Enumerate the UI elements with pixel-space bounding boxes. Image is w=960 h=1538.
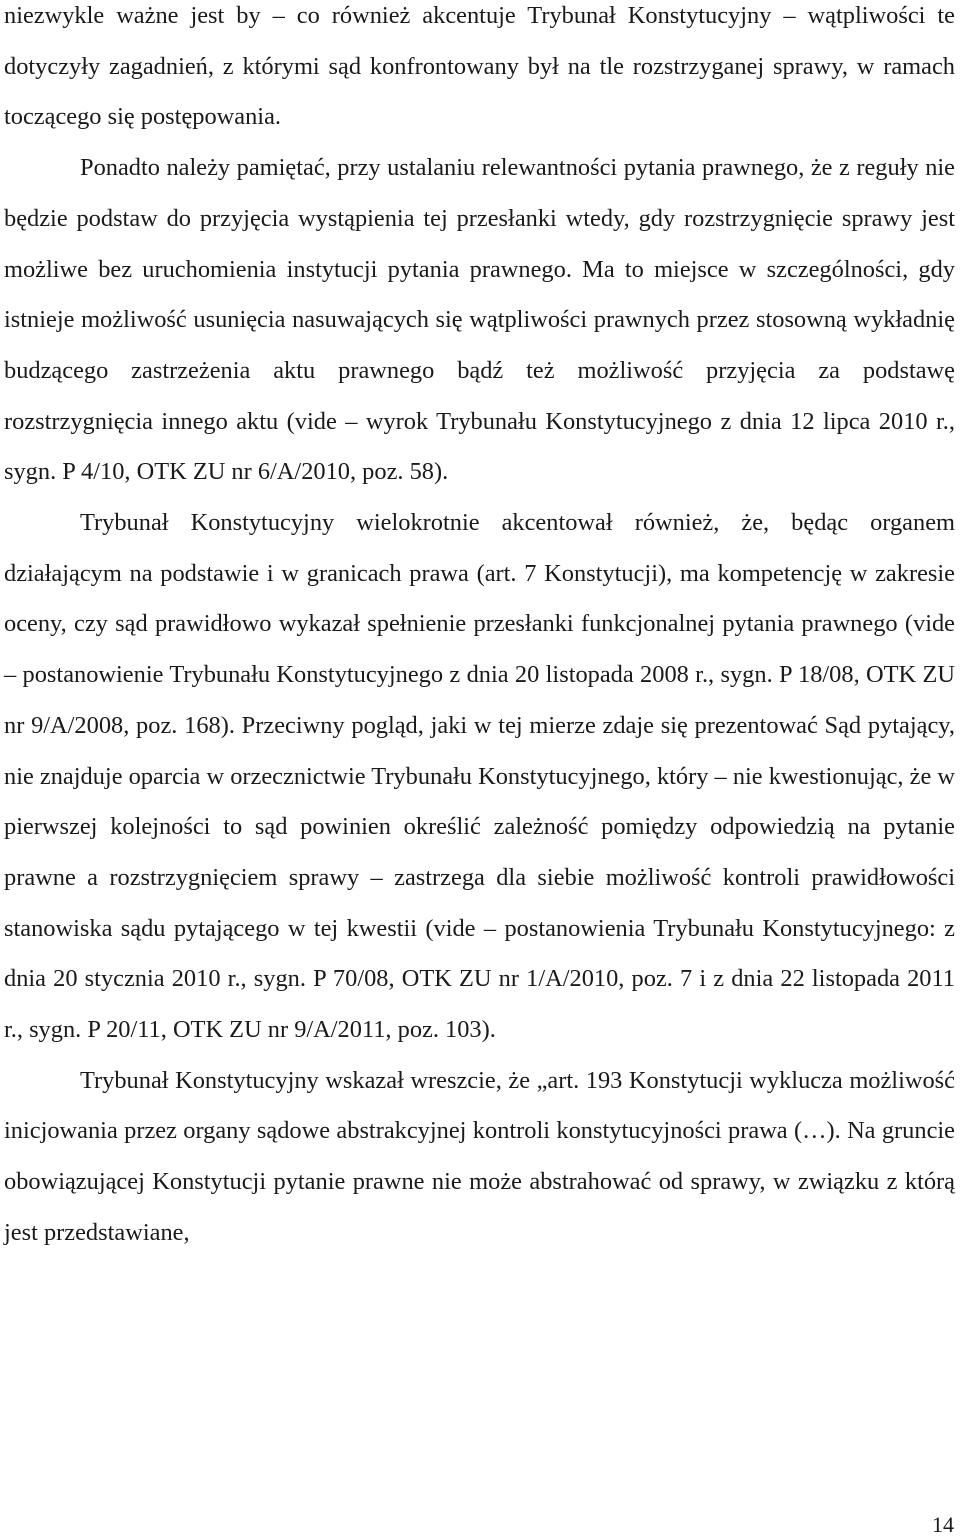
paragraph-4: Trybunał Konstytucyjny wskazał wreszcie, że „art. 193 Konstytucji wyklucza możliwość inicjowania przez organy sądowe abstrakcyjnej kontroli konstytucyjności prawa (…). Na gruncie obowiązującej Konstytucji pytanie prawne nie może abstrahować od sprawy, w związku z którą jest przedstawiane,: [4, 1066, 955, 1246]
paragraph-2: Ponadto należy pamiętać, przy ustalaniu relewantności pytania prawnego, że z reguły nie będzie podstaw do przyjęcia wystąpienia tej przesłanki wtedy, gdy rozstrzygnięcie sprawy jest możliwe bez uruchomienia instytucji pytania prawnego. Ma to miejsce w szczególności, gdy istnieje możliwość usunięcia nasuwających się wątpliwości prawnych przez stosowną wykładnię budzącego zastrzeżenia aktu prawnego bądź też możliwość przyjęcia za podstawę rozstrzygnięcia innego aktu (vide – wyrok Trybunału Konstytucyjnego z dnia 12 lipca 2010 r., sygn. P 4/10, OTK ZU nr 6/A/2010, poz. 58).: [4, 154, 955, 486]
document-page: [4, 0, 955, 1259]
page-number: 14: [932, 1512, 954, 1537]
paragraph-1: niezwykle ważne jest by – co również akcentuje Trybunał Konstytucyjny – wątpliwości te dotyczyły zagadnień, z którymi sąd konfrontowany był na tle rozstrzyganej sprawy, w ramach toczącego się postępowania.: [4, 2, 955, 131]
paragraph-3: Trybunał Konstytucyjny wielokrotnie akcentował również, że, będąc organem działającym na podstawie i w granicach prawa (art. 7 Konstytucji), ma kompetencję w zakresie oceny, czy sąd prawidłowo wykazał spełnienie przesłanki funkcjonalnej pytania prawnego (vide – postanowienie Trybunału Konstytucyjnego z dnia 20 listopada 2008 r., sygn. P 18/08, OTK ZU nr 9/A/2008, poz. 168). Przeciwny pogląd, jaki w tej mierze zdaje się prezentować Sąd pytający, nie znajduje oparcia w orzecznictwie Trybunału Konstytucyjnego, który – nie kwestionując, że w pierwszej kolejności to sąd powinien określić zależność pomiędzy odpowiedzią na pytanie prawne a rozstrzygnięciem sprawy – zastrzega dla siebie możliwość kontroli prawidłowości stanowiska sądu pytającego w tej kwestii (vide – postanowienia Trybunału Konstytucyjnego: z dnia 20 stycznia 2010 r., sygn. P 70/08, OTK ZU nr 1/A/2010, poz. 7 i z dnia 22 listopada 2011 r., sygn. P 20/11, OTK ZU nr 9/A/2011, poz. 103).: [4, 509, 955, 1044]
